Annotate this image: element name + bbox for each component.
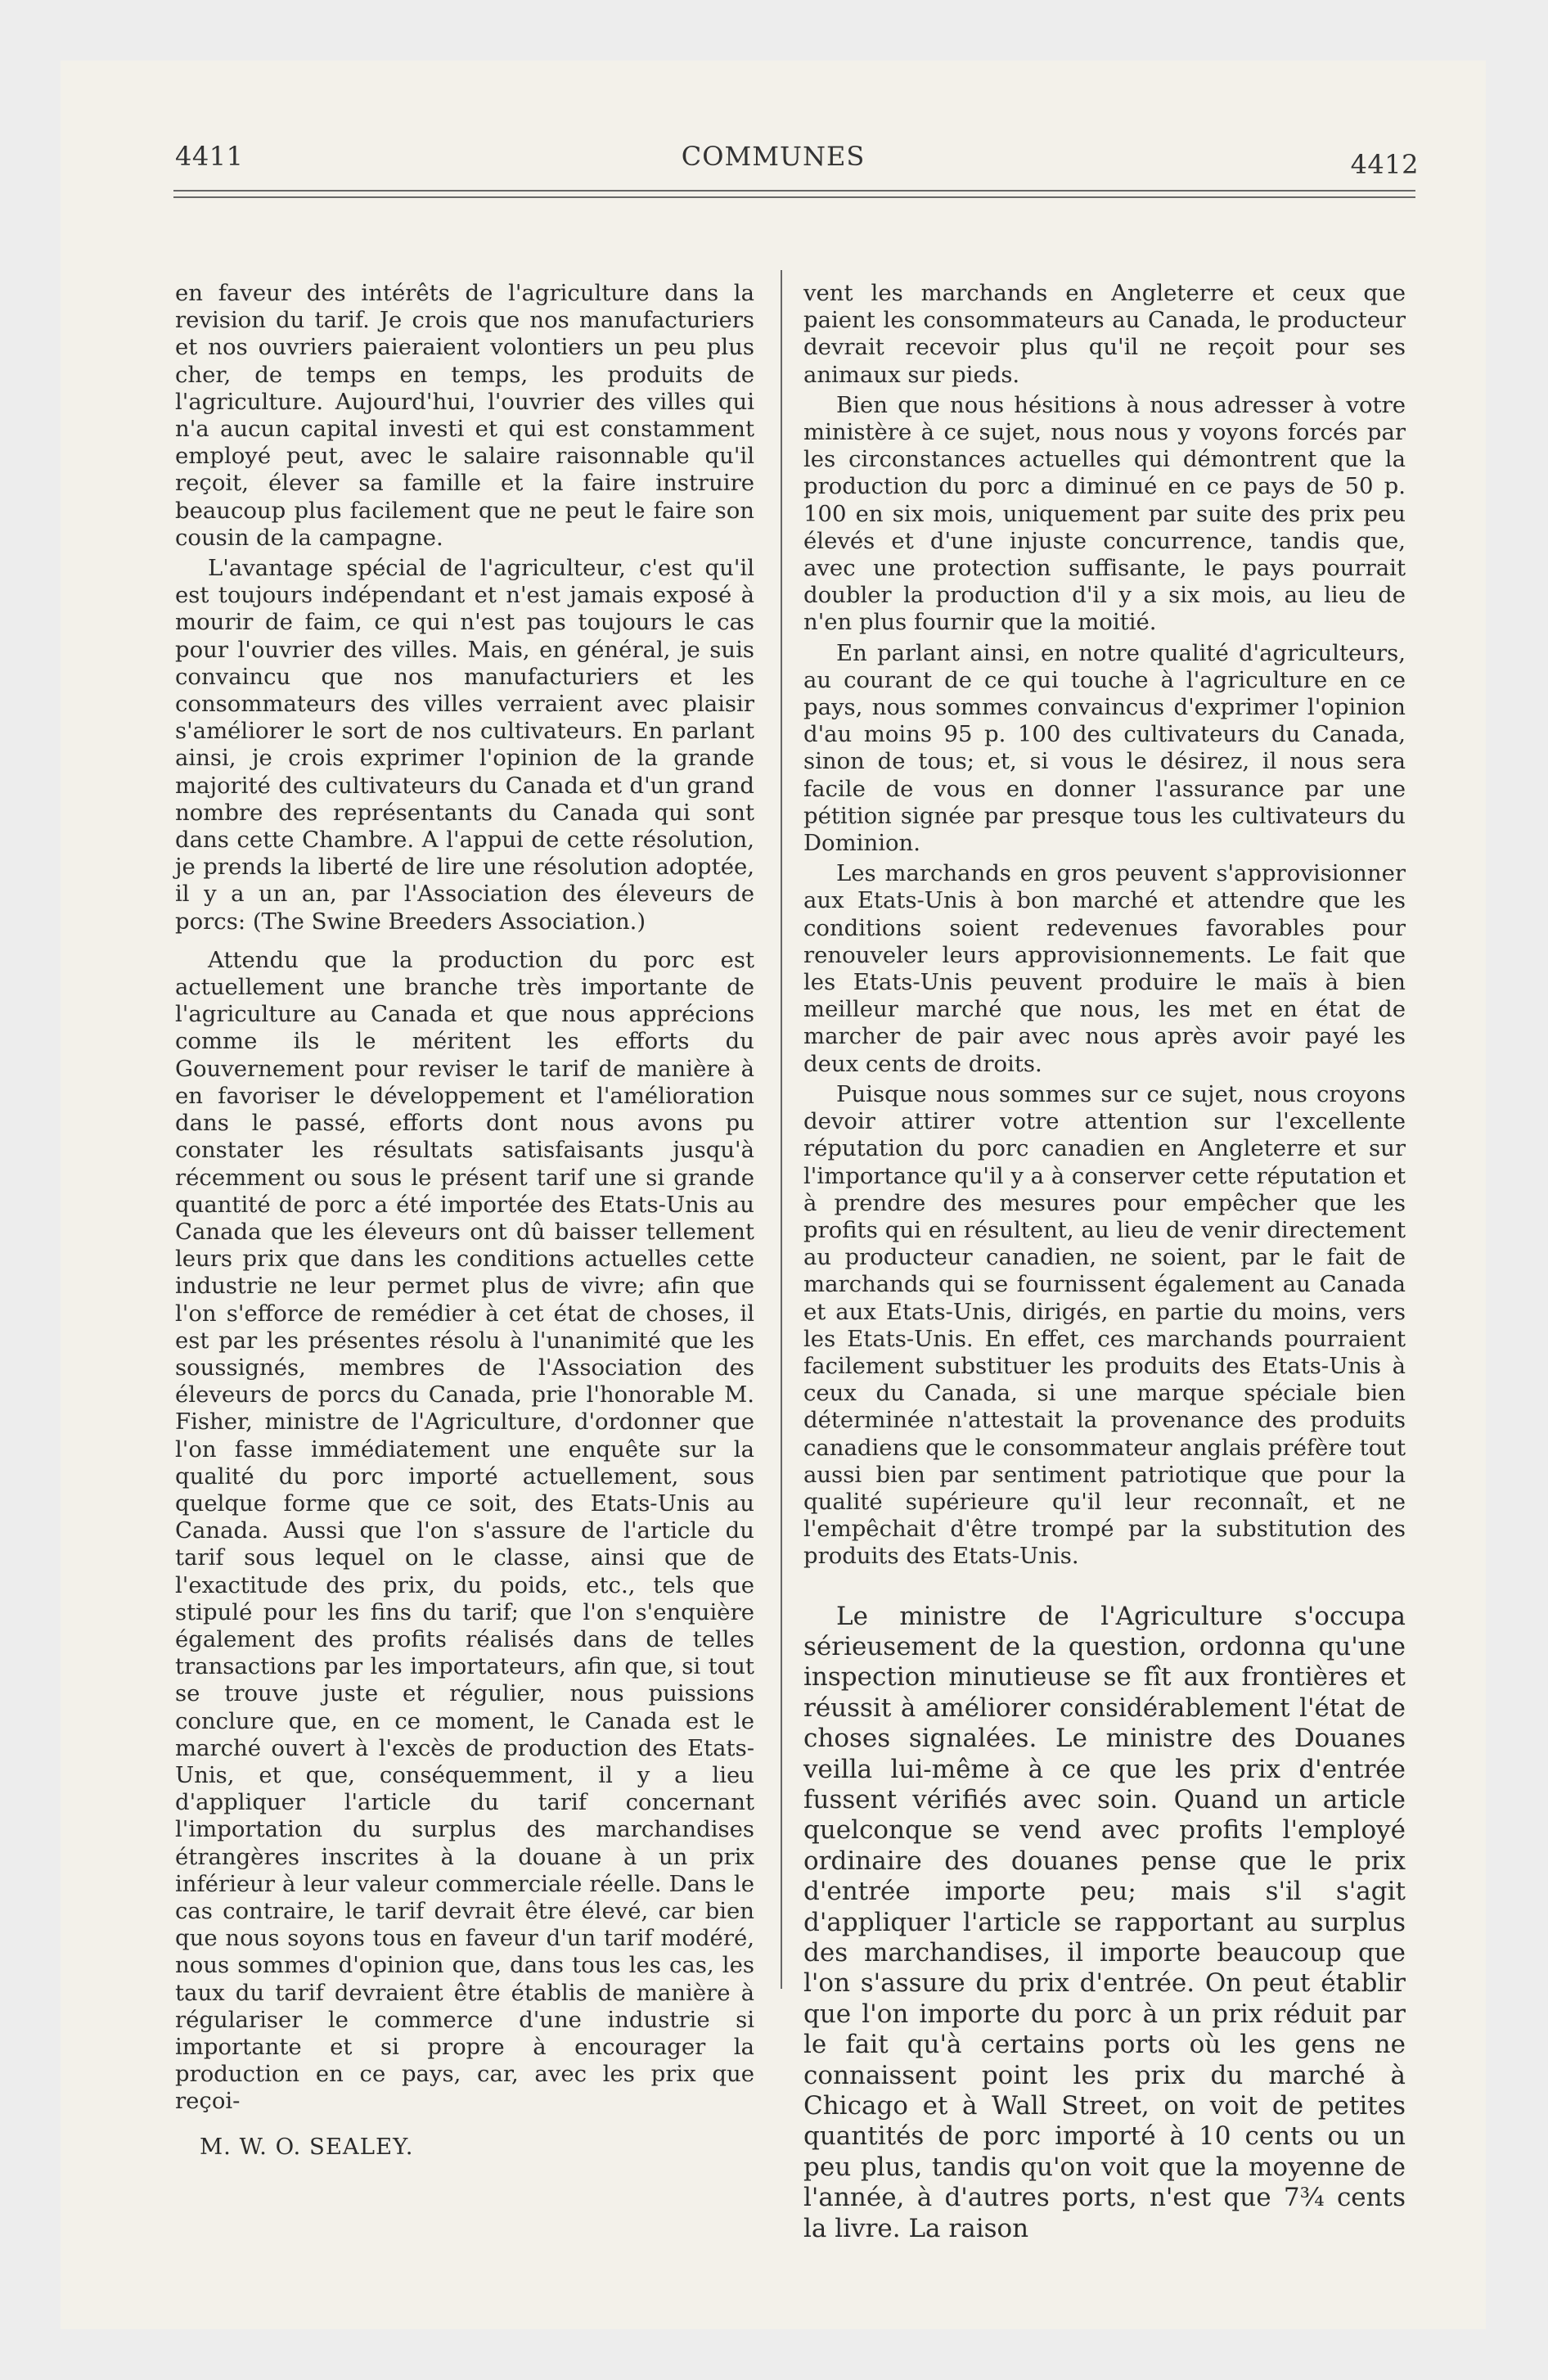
header-rule-top xyxy=(173,190,1415,192)
right-paragraph-2: Bien que nous hésitions à nous adresser à votre ministère à ce sujet, nous nous y voyons forcés par les circonstances actuelles qui démontrent que la production du porc a diminué en ce pays de 50 p. 100 en six mois, uniquement par suite des prix peu élevés et d'une injuste concurrence, tandis que, avec une protection suffisante, le pays pourrait doubler la production d'il y a six mois, au lieu de n'en plus fournir que la moitié. xyxy=(803,391,1406,636)
right-column xyxy=(803,280,1406,2247)
resolution-quote xyxy=(175,947,754,2116)
right-paragraph-1: vent les marchands en Angleterre et ceux que paient les consommateurs au Canada, le producteur devrait recevoir plus qu'il ne reçoit pour ses animaux sur pieds. xyxy=(803,280,1406,388)
left-column xyxy=(175,280,754,2161)
document-page xyxy=(61,61,1486,2329)
left-page-number: 4411 xyxy=(175,141,244,172)
column-divider xyxy=(781,270,782,1989)
right-page-number: 4412 xyxy=(1350,149,1419,180)
right-paragraph-4: Les marchands en gros peuvent s'approvisionner aux Etats-Unis à bon marché et attendre que les conditions soient redevenues favorables pour renouveler leurs approvisionnements. Le fait que les Etats-Unis peuvent produire le maïs à bien meilleur marché que nous, les met en état de marcher de pair avec nous après avoir payé les deux cents de droits. xyxy=(803,860,1406,1077)
left-paragraph-1: en faveur des intérêts de l'agriculture dans la revision du tarif. Je crois que nos manufacturiers et nos ouvriers paieraient volontiers un peu plus cher, de temps en temps, les produits de l'agriculture. Aujourd'hui, l'ouvrier des villes qui n'a aucun capital investi et qui est constamment employé peut, avec le salaire raisonnable qu'il reçoit, élever sa famille et la faire instruire beaucoup plus facilement que ne peut le faire son cousin de la campagne. xyxy=(175,280,754,551)
commentary-text: Le ministre de l'Agriculture s'occupa sérieusement de la question, ordonna qu'une inspection minutieuse se fît aux frontières et réussit à améliorer considérablement l'état de choses signalées. Le ministre des Douanes veilla lui-même à ce que les prix d'entrée fussent vérifiés avec soin. Quand un article quelconque se vend avec profits l'employé ordinaire des douanes pense que le prix d'entrée importe peu; mais s'il s'agit d'appliquer l'article se rapportant au surplus des marchandises, il importe beaucoup que l'on s'assure du prix d'entrée. On peut établir que l'on importe du porc à un prix réduit par le fait qu'à certains ports où les gens ne connaissent point les prix du marché à Chicago et à Wall Street, on voit de petites quantités de porc importé à 10 cents ou un peu plus, tandis qu'on voit que la moyenne de l'année, à d'autres ports, n'est que 7¾ cents la livre. La raison xyxy=(803,1601,1406,2243)
commentary-block xyxy=(803,1602,1406,2245)
header-rule-bottom xyxy=(173,196,1415,198)
right-paragraph-3: En parlant ainsi, en notre qualité d'agriculteurs, au courant de ce qui touche à l'agriculture en ce pays, nous sommes convaincus d'exprimer l'opinion d'au moins 95 p. 100 des cultivateurs du Canada, sinon de tous; et, si vous le désirez, il nous sera facile de vous en donner l'assurance par une pétition signée par presque tous les cultivateurs du Dominion. xyxy=(803,639,1406,857)
signature: M. W. O. SEALEY. xyxy=(200,2133,414,2160)
left-paragraph-2: L'avantage spécial de l'agriculteur, c'est qu'il est toujours indépendant et n'est jamais exposé à mourir de faim, ce qui n'est pas toujours le cas pour l'ouvrier des villes. Mais, en général, je suis convaincu que nos manufacturiers et les consommateurs des villes verraient avec plaisir s'améliorer le sort de nos cultivateurs. En parlant ainsi, je crois exprimer l'opinion de la grande majorité des cultivateurs du Canada et d'un grand nombre des représentants du Canada qui sont dans cette Chambre. A l'appui de cette résolution, je prends la liberté de lire une résolution adoptée, il y a un an, par l'Association des éleveurs de porcs: (The Swine Breeders Association.) xyxy=(175,555,754,935)
right-paragraph-5: Puisque nous sommes sur ce sujet, nous croyons devoir attirer votre attention sur l'excellente réputation du porc canadien en Angleterre et sur l'importance qu'il y a à conserver cette réputation et à prendre des mesures pour empêcher que les profits qui en résultent, au lieu de venir directement au producteur canadien, ne soient, par le fait de marchands qui se fournissent également au Canada et aux Etats-Unis, dirigés, en partie du moins, vers les Etats-Unis. En effet, ces marchands pourraient facilement substituer les produits des Etats-Unis à ceux du Canada, si une marque spéciale bien déterminée n'attestait la provenance des produits canadiens que le consommateur anglais préfère tout aussi bien par sentiment patriotique que pour la qualité supérieure qu'il leur reconnaît, et ne l'empêchait d'être trompé par la substitution des produits des Etats-Unis. xyxy=(803,1080,1406,1570)
resolution-text: Attendu que la production du porc est actuellement une branche très importante de l'agriculture au Canada et que nous apprécions comme ils le méritent les efforts du Gouvernement pour reviser le tarif de manière à en favoriser le développement et l'amélioration dans le passé, efforts dont nous avons pu constater les résultats satisfaisants jusqu'à récemment ou sous le présent tarif une si grande quantité de porc a été importée des Etats-Unis au Canada que les éleveurs ont dû baisser tellement leurs prix que dans les conditions actuelles cette industrie ne leur permet plus de vivre; afin que l'on s'efforce de remédier à cet état de choses, il est par les présentes résolu à l'unanimité que les soussignés, membres de l'Association des éleveurs de porcs du Canada, prie l'honorable M. Fisher, ministre de l'Agriculture, d'ordonner que l'on fasse immédiatement une enquête sur la qualité du porc importé actuellement, sous quelque forme que ce soit, des Etats-Unis au Canada. Aussi que l'on s'assure de l'article du tarif sous lequel on le classe, ainsi que de l'exactitude des prix, du poids, etc., tels que stipulé pour les fins du tarif; que l'on s'enquière également des profits réalisés dans de telles transactions par les importateurs, afin que, si tout se trouve juste et régulier, nous puissions conclure que, en ce moment, le Canada est le marché ouvert à l'excès de production des Etats-Unis, et que, conséquemment, il y a lieu d'appliquer l'article du tarif concernant l'importation du surplus des marchandises étrangères inscrites à la douane à un prix inférieur à leur valeur commerciale réelle. Dans le cas contraire, le tarif devrait être élevé, car bien que nous soyons tous en faveur d'un tarif modéré, nous sommes d'opinion que, dans tous les cas, les taux du tarif devraient être établis de manière à régulariser le commerce d'une industrie si importante et si propre à encourager la production en ce pays, car, avec les prix que reçoi- xyxy=(175,946,754,2115)
page-title: COMMUNES xyxy=(681,141,866,172)
